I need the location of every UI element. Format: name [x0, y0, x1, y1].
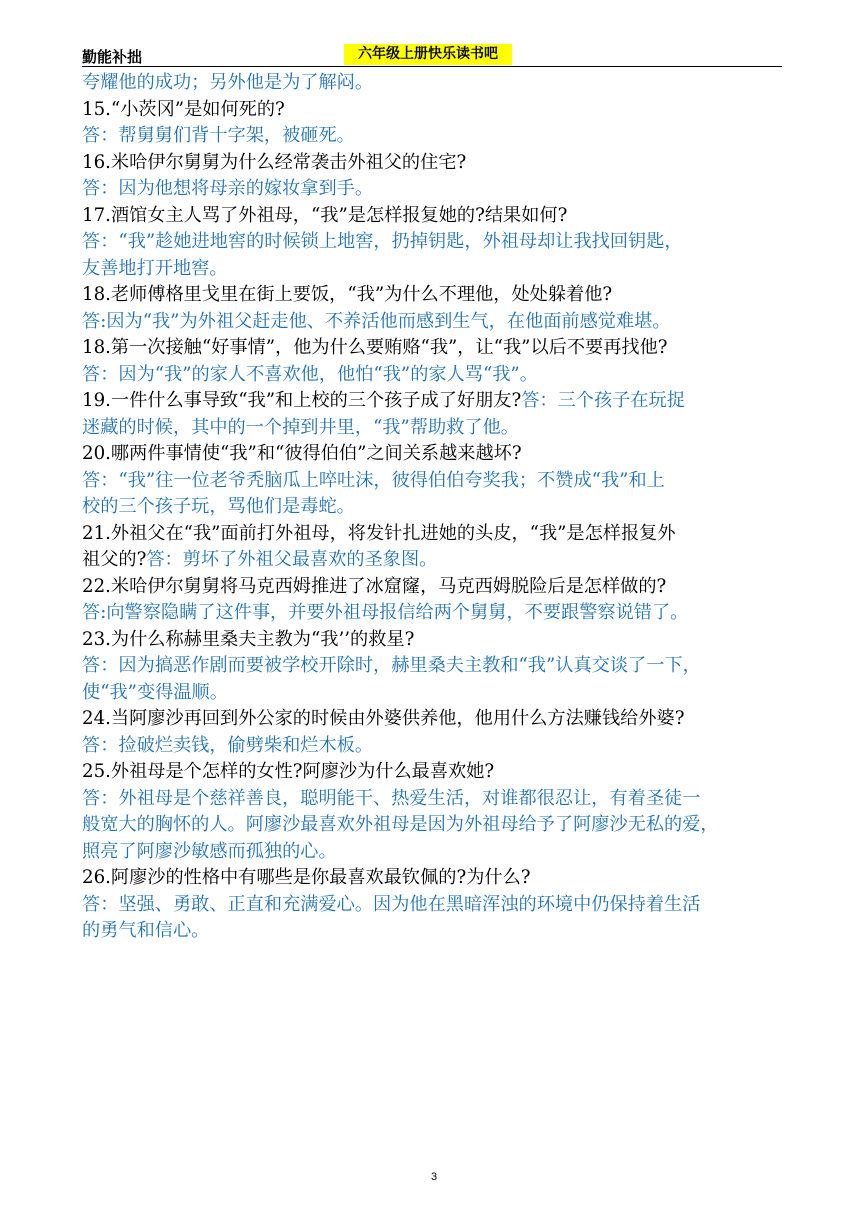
text-line [82, 335, 794, 362]
header-title-highlight: 六年级上册快乐读书吧 [344, 44, 512, 65]
answer-text: 使“我”变得温顺。 [82, 681, 228, 703]
text-line [82, 229, 794, 256]
answer-text: 答：“我”往一位老爷秃脑瓜上啐吐沫，彼得伯伯夸奖我；不赞成“我”和上 [82, 469, 665, 491]
question-text: 25.外祖母是个怎样的女性?阿廖沙为什么最喜欢她? [82, 761, 495, 782]
answer-text: 答：捡破烂卖钱，偷劈柴和烂木板。 [82, 734, 374, 756]
document-body [82, 70, 794, 945]
text-line [82, 70, 794, 97]
text-line [82, 786, 794, 813]
answer-text: 答：因为他想将母亲的嫁妆拿到手。 [82, 178, 374, 199]
question-text: 21.外祖父在“我”面前打外祖母，将发针扎进她的头皮，“我”是怎样报复外 [82, 522, 676, 544]
text-line [82, 653, 794, 680]
text-line [82, 309, 794, 336]
page-header [82, 44, 782, 67]
question-text: 24.当阿廖沙再回到外公家的时候由外婆供养他，他用什么方法赚钱给外婆? [82, 708, 685, 729]
text-line [82, 468, 794, 495]
question-text: 22.米哈伊尔舅舅将马克西姆推进了冰窟窿，马克西姆脱险后是怎样做的? [82, 575, 667, 597]
answer-text: 友善地打开地窖。 [82, 257, 228, 279]
text-line [82, 256, 794, 283]
text-line [82, 415, 794, 442]
text-line [82, 362, 794, 389]
text-line [82, 627, 794, 654]
answer-text: 答：因为“我”的家人不喜欢他，他怕“我”的家人骂“我”。 [82, 363, 538, 385]
answer-text: 般宽大的胸怀的人。阿廖沙最喜欢外祖母是因为外祖母给予了阿廖沙无私的爱， [82, 814, 719, 835]
question-text: 20.哪两件事情使“我”和“彼得伯伯”之间关系越来越坏? [82, 443, 522, 464]
text-line [82, 282, 794, 309]
question-text: 19.一件什么事导致“我”和上校的三个孩子成了好朋友? [82, 390, 522, 411]
answer-text: 答：帮舅舅们背十字架，被砸死。 [82, 125, 355, 146]
text-line [82, 123, 794, 150]
question-text: 18.老师傅格里戈里在街上要饭，“我”为什么不理他，处处躲着他? [82, 284, 613, 305]
text-line [82, 547, 794, 574]
answer-text: 夸耀他的成功；另外他是为了解闷。 [82, 72, 374, 93]
text-line [82, 706, 794, 733]
question-text: 23.为什么称赫里桑夫主教为“我’’的救星? [82, 628, 415, 650]
answer-text: 答：剪坏了外祖父最喜欢的圣象图。 [146, 549, 438, 570]
answer-text: 的勇气和信心。 [82, 920, 210, 941]
text-line [82, 494, 794, 521]
question-text: 18.第一次接触“好事情”，他为什么要贿赂“我”，让“我”以后不要再找他? [82, 337, 668, 358]
text-line [82, 521, 794, 548]
header-left-label: 勤能补拙 [82, 48, 143, 66]
text-line [82, 176, 794, 203]
text-line [82, 600, 794, 627]
text-line [82, 865, 794, 892]
question-text: 16.米哈伊尔舅舅为什么经常袭击外祖父的住宅? [82, 151, 467, 173]
question-text: 17.酒馆女主人骂了外祖母，“我”是怎样报复她的?结果如何? [82, 204, 568, 226]
text-line [82, 388, 794, 415]
answer-text: 答：“我”趁她进地窖的时候锁上地窖，扔掉钥匙，外祖母却让我找回钥匙， [82, 231, 683, 252]
text-line [82, 203, 794, 230]
text-line [82, 892, 794, 919]
text-line [82, 441, 794, 468]
text-line [82, 97, 794, 124]
text-line [82, 733, 794, 760]
answer-text: 答:向警察隐瞒了这件事，并要外祖母报信给两个舅舅，不要跟警察说错了。 [82, 602, 689, 623]
answer-text: 答:因为“我”为外祖父赶走他、不养活他而感到生气，在他面前感觉难堪。 [82, 310, 671, 332]
text-line [82, 574, 794, 601]
answer-text: 答：三个孩子在玩捉 [521, 390, 685, 411]
page-number: 3 [430, 1171, 438, 1183]
answer-text: 答：坚强、勇敢、正直和充满爱心。因为他在黑暗浑浊的环境中仍保持着生活 [82, 893, 701, 915]
answer-text: 答：因为搞恶作剧而要被学校开除时，赫里桑夫主教和“我”认真交谈了一下， [82, 655, 701, 676]
answer-text: 迷藏的时候，其中的一个掉到井里，“我”帮助救了他。 [82, 416, 519, 438]
question-text: 15.“小茨冈”是如何死的? [82, 98, 285, 120]
answer-text: 校的三个孩子玩，骂他们是毒蛇。 [82, 496, 355, 517]
text-line [82, 918, 794, 945]
text-line [82, 839, 794, 866]
text-line [82, 150, 794, 177]
text-line [82, 759, 794, 786]
text-line [82, 812, 794, 839]
answer-text: 答：外祖母是个慈祥善良，聪明能干、热爱生活，对谁都很忍让，有着圣徒一 [82, 787, 701, 809]
question-text: 祖父的? [82, 549, 147, 570]
question-text: 26.阿廖沙的性格中有哪些是你最喜欢最钦佩的?为什么? [82, 867, 531, 888]
answer-text: 照亮了阿廖沙敏感而孤独的心。 [82, 840, 337, 862]
text-line [82, 680, 794, 707]
